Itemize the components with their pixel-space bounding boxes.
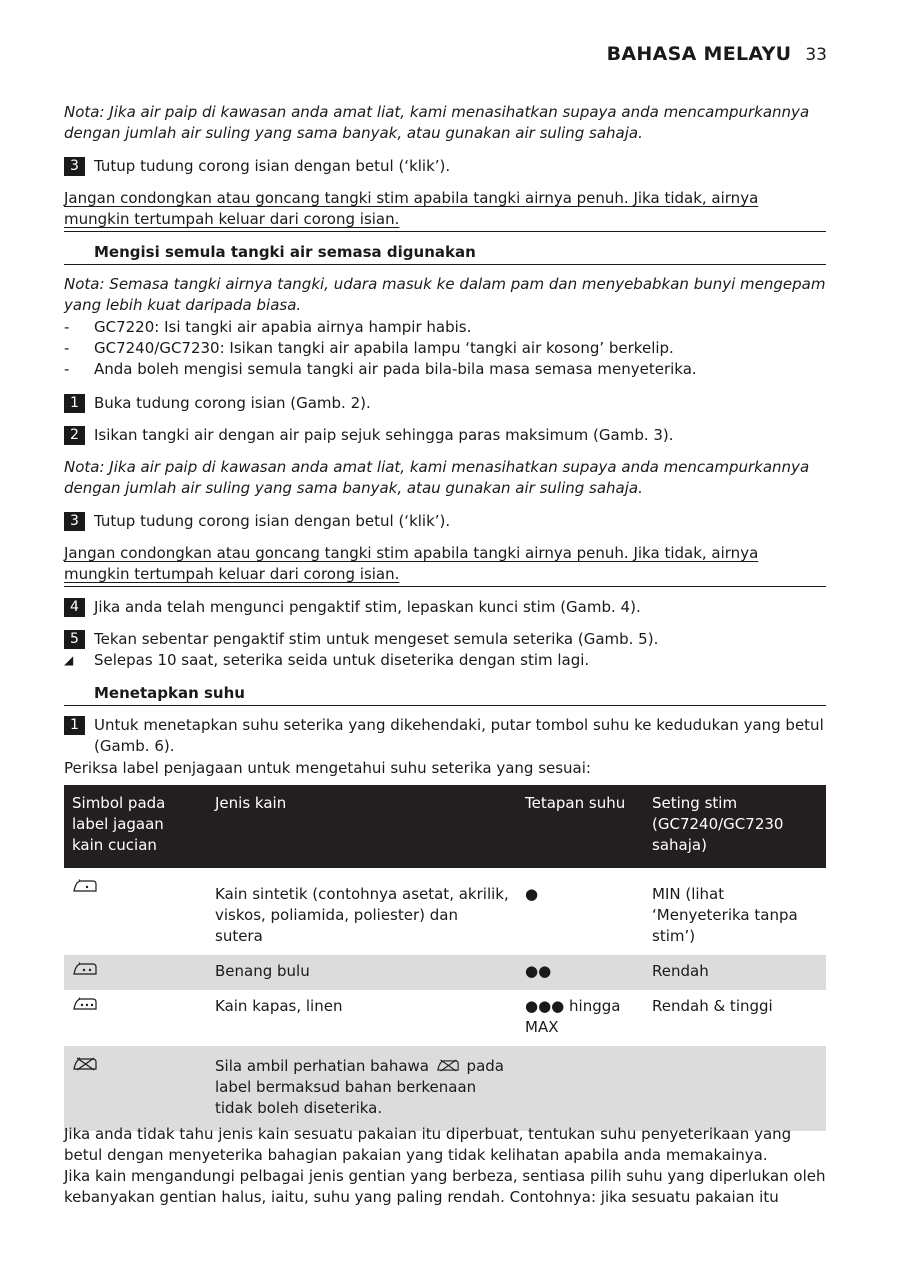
step-close-cap-2 — [64, 511, 826, 532]
step-text: Tutup tudung corong isian dengan betul (‘klik’). — [94, 157, 451, 175]
iron-crossed-icon — [72, 1057, 98, 1071]
step-number: 3 — [64, 157, 85, 176]
iron-crossed-icon — [436, 1059, 460, 1072]
fabric-cell: Sila ambil perhatian bahawa pada label bermaksud bahan berkenaan tidak boleh diseterika. — [207, 1046, 517, 1131]
list-item: - Anda boleh mengisi semula tangki air pada bila-bila masa semasa menyeterika. — [64, 360, 697, 378]
step-number: 5 — [64, 630, 85, 649]
step-text: Isikan tangki air dengan air paip sejuk sehingga paras maksimum (Gamb. 3). — [94, 426, 674, 444]
steam-cell: Rendah & tinggi — [652, 997, 773, 1015]
step-set-temperature — [64, 715, 826, 757]
section-title: BAHASA MELAYU — [606, 43, 792, 65]
step-number: 1 — [64, 716, 85, 735]
page-number: 33 — [805, 45, 827, 65]
fabric-cell: Benang bulu — [207, 955, 517, 990]
note-hard-water: Nota: Jika air paip di kawasan anda amat liat, kami menasihatkan supaya anda mencampurkannya dengan jumlah air suling yang sama banyak, atau gunakan air suling sahaja. — [64, 103, 810, 142]
section-heading-refill: Mengisi semula tangki air semasa digunakan — [64, 242, 826, 265]
step-text: Buka tudung corong isian (Gamb. 2). — [94, 394, 371, 412]
column-header: Seting stim (GC7240/GC7230 sahaja) — [644, 785, 826, 868]
column-header: Tetapan suhu — [517, 785, 644, 868]
list-item: - GC7240/GC7230: Isikan tangki air apabila lampu ‘tangki air kosong’ berkelip. — [64, 339, 674, 357]
paragraph-unknown-fabric: Jika anda tidak tahu jenis kain sesuatu pakaian itu diperbuat, tentukan suhu penyeterikaan yang betul dengan menyeterika bahagian pakaian yang tidak kelihatan apabila anda memakainya. — [64, 1125, 792, 1164]
table-row — [64, 955, 826, 990]
step-fill-tank — [64, 425, 826, 446]
step-result: ◢ Selepas 10 saat, seterika seida untuk diseterika dengan stim lagi. — [64, 651, 590, 669]
iron-three-dots-icon — [72, 997, 98, 1011]
column-header: Simbol pada label jagaan kain cucian — [64, 785, 207, 868]
warning-text: Jangan condongkan atau goncang tangki stim apabila tangki airnya penuh. Jika tidak, airnya mungkin tertumpah keluar dari corong isian. — [64, 189, 759, 228]
step-number: 3 — [64, 512, 85, 531]
warning-box-2 — [64, 543, 826, 587]
temp-cell: ●●● hingga MAX — [525, 997, 621, 1036]
list-item: - GC7220: Isi tangki air apabia airnya hampir habis. — [64, 318, 472, 336]
temp-cell: ●● — [517, 955, 644, 990]
step-text: Jika anda telah mengunci pengaktif stim, lepaskan kunci stim (Gamb. 4). — [94, 598, 641, 616]
note-pump-noise: Nota: Semasa tangki airnya tangki, udara masuk ke dalam pam dan menyebabkan bunyi mengepam yang lebih kuat daripada biasa. — [64, 275, 826, 314]
step-number: 4 — [64, 598, 85, 617]
warning-text: Jangan condongkan atau goncang tangki stim apabila tangki airnya penuh. Jika tidak, airnya mungkin tertumpah keluar dari corong isian. — [64, 544, 759, 583]
steam-cell: Rendah — [644, 955, 826, 990]
result-arrow-icon: ◢ — [64, 653, 74, 667]
column-header: Jenis kain — [207, 785, 517, 868]
section-heading-temperature: Menetapkan suhu — [64, 683, 826, 706]
step-reset — [64, 629, 826, 650]
step-open-cap — [64, 393, 826, 414]
table-row — [64, 990, 826, 1046]
step-text: Tutup tudung corong isian dengan betul (‘klik’). — [94, 512, 451, 530]
step-number: 1 — [64, 394, 85, 413]
iron-two-dots-icon — [72, 962, 98, 976]
step-release-lock — [64, 597, 826, 618]
table-row — [64, 868, 826, 955]
iron-one-dot-icon — [72, 879, 98, 893]
note-hard-water-2: Nota: Jika air paip di kawasan anda amat liat, kami menasihatkan supaya anda mencampurkannya dengan jumlah air suling yang sama banyak, atau gunakan air suling sahaja. — [64, 458, 810, 497]
warning-box — [64, 188, 826, 232]
fabric-cell: Kain kapas, linen — [215, 997, 343, 1015]
dash-list — [64, 317, 826, 380]
temperature-table — [64, 785, 826, 1131]
step-text: Untuk menetapkan suhu seterika yang dikehendaki, putar tombol suhu ke kedudukan yang betul (Gamb. 6). — [94, 716, 824, 755]
table-row — [64, 1046, 826, 1131]
steam-cell — [644, 1046, 826, 1131]
page-header — [607, 44, 827, 66]
steam-cell: MIN (lihat ‘Menyeterika tanpa stim’) — [652, 885, 798, 945]
table-header-row — [64, 785, 826, 868]
temp-cell — [517, 1046, 644, 1131]
temp-cell: ● — [525, 885, 539, 903]
check-label-text: Periksa label penjagaan untuk mengetahui suhu seterika yang sesuai: — [64, 759, 591, 777]
step-close-cap — [64, 156, 826, 177]
step-text: Tekan sebentar pengaktif stim untuk mengeset semula seterika (Gamb. 5). — [94, 630, 659, 648]
fabric-cell: Kain sintetik (contohnya asetat, akrilik, viskos, poliamida, poliester) dan sutera — [215, 885, 509, 945]
step-number: 2 — [64, 426, 85, 445]
paragraph-mixed-fibres: Jika kain mengandungi pelbagai jenis gentian yang berbeza, sentiasa pilih suhu yang diperlukan oleh kebanyakan gentian halus, iaitu, suhu yang paling rendah. Contohnya: jika sesuatu pakaian itu — [64, 1167, 826, 1206]
